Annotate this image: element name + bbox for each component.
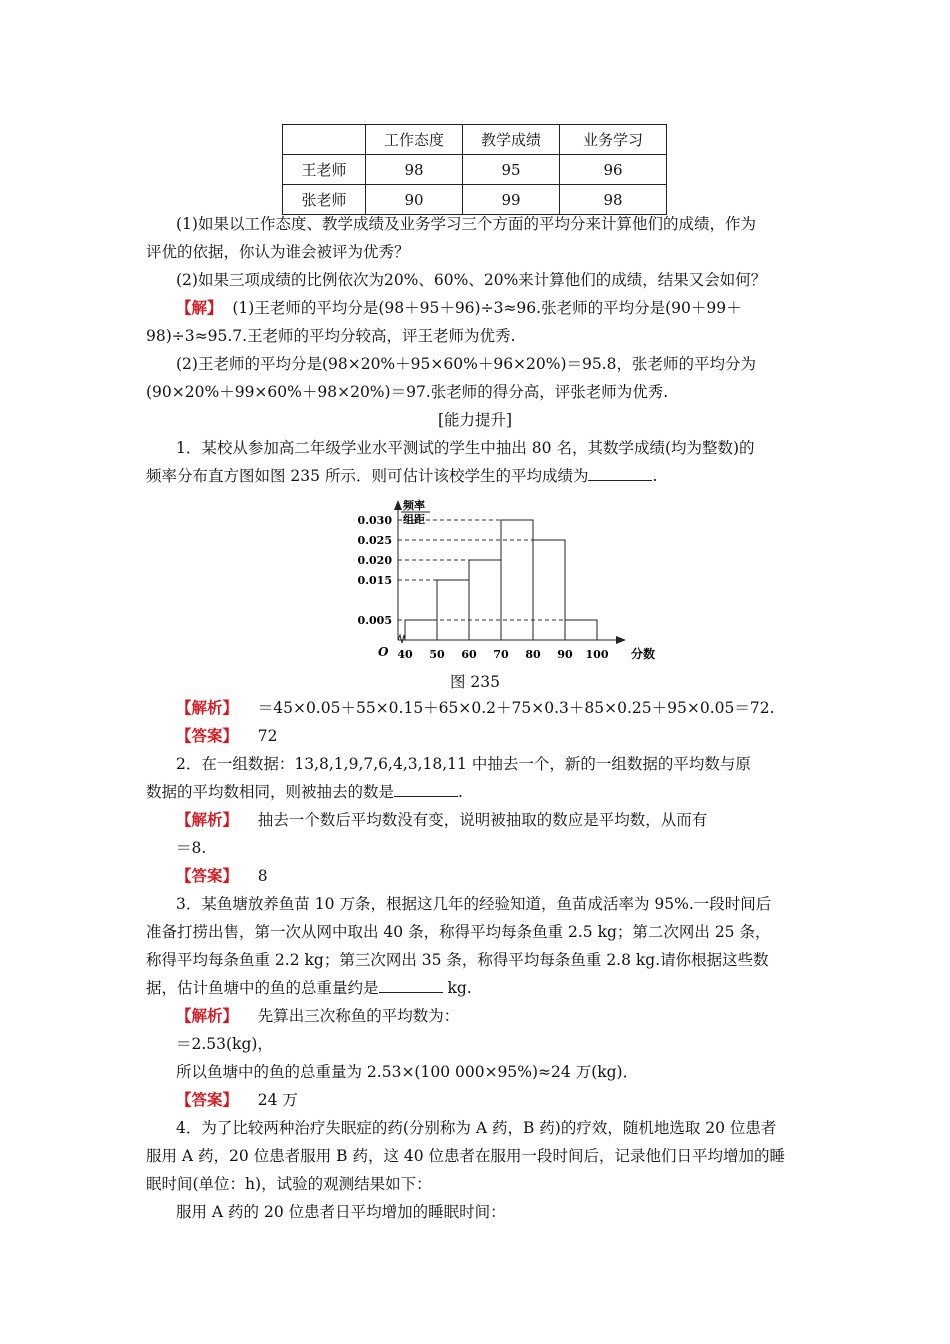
- y-tick-label: 0.015: [357, 574, 392, 587]
- x-tick-label: 60: [461, 648, 477, 661]
- problem-4-line-3: 眠时间(单位：h)，试验的观测结果如下：: [146, 1175, 432, 1193]
- table-row: [283, 155, 667, 185]
- table-header-row: [283, 125, 667, 155]
- problem-1-text: 频率分布直方图如图 235 所示．则可估计该校学生的平均成绩为: [146, 467, 589, 485]
- answer-blank: [588, 465, 652, 481]
- table-cell: 96: [560, 155, 667, 185]
- answer-label: 【答案】: [176, 866, 239, 885]
- answer-text: 8: [257, 867, 268, 885]
- x-tick-label: 40: [397, 648, 413, 661]
- solution-line-4: (90×20%＋99×60%＋98×20%)＝97.张老师的得分高，评张老师为优秀.: [146, 383, 669, 401]
- analysis-label: 【解析】: [176, 810, 239, 829]
- problem-1-analysis: [176, 697, 775, 719]
- axis-break: [398, 635, 405, 643]
- answer-text: 24 万: [257, 1091, 298, 1109]
- question-1-line-1: (1)如果以工作态度、教学成绩及业务学习三个方面的平均分来计算他们的成绩，作为: [176, 215, 756, 233]
- solution-text: (1)王老师的平均分是(98＋95＋96)÷3≈96.张老师的平均分是(90＋99＋: [232, 299, 742, 317]
- table-cell: 95: [463, 155, 560, 185]
- answer-blank: [394, 781, 458, 797]
- table-header-cell: 业务学习: [560, 125, 667, 155]
- histogram-bar: [437, 580, 469, 640]
- problem-3-analysis-2: ＝2.53(kg)，: [176, 1035, 273, 1053]
- problem-2-text: 数据的平均数相同，则被抽去的数是: [146, 783, 395, 801]
- problem-4-line-4: 服用 A 药的 20 位患者日平均增加的睡眠时间：: [176, 1203, 506, 1221]
- problem-4-line-2: 服用 A 药，20 位患者服用 B 药，这 40 位患者在服用一段时间后，记录他们日平均增加的睡: [146, 1147, 786, 1165]
- problem-2-line-1: 2．在一组数据：13,8,1,9,7,6,4,3,18,11 中抽去一个，新的一组数据的平均数与原: [176, 755, 751, 773]
- problem-2-analysis-2: ＝8.: [176, 839, 207, 857]
- problem-1-line-2: [146, 465, 657, 487]
- analysis-text: ＝45×0.05＋55×0.15＋65×0.2＋75×0.3＋85×0.25＋95×0.05＝72.: [257, 699, 775, 717]
- problem-1-line-1: 1．某校从参加高二年级学业水平测试的学生中抽出 80 名，其数学成绩(均为整数)的: [176, 439, 755, 457]
- table-cell: 99: [463, 185, 560, 215]
- x-axis-label: 分数: [631, 647, 656, 661]
- table-cell: 98: [366, 155, 463, 185]
- table-header-cell: 教学成绩: [463, 125, 560, 155]
- problem-3-line-1: 3．某鱼塘放养鱼苗 10 万条，根据这几年的经验知道，鱼苗成活率为 95%.一段时间后: [176, 895, 772, 913]
- y-axis-label-top: 频率: [403, 499, 425, 512]
- y-tick-label: 0.020: [357, 554, 392, 567]
- section-heading: [能力提升]: [437, 411, 513, 429]
- histogram-bar: [469, 560, 501, 640]
- problem-2-line-2: [146, 781, 463, 803]
- histogram-bar: [501, 520, 533, 640]
- question-2: (2)如果三项成绩的比例依次为20%、60%、20%来计算他们的成绩，结果又会如何？: [176, 271, 767, 289]
- y-tick-label: 0.005: [357, 614, 392, 627]
- analysis-label: 【解析】: [176, 698, 239, 717]
- analysis-text: 先算出三次称鱼的平均数为：: [257, 1007, 460, 1025]
- analysis-text: 抽去一个数后平均数没有变，说明被抽取的数应是平均数，从而有: [257, 811, 708, 829]
- answer-blank: [379, 977, 443, 993]
- y-axis-label-bottom: 组距: [403, 513, 425, 526]
- problem-3-line-4: [146, 977, 472, 999]
- x-tick-label: 90: [557, 648, 573, 661]
- histogram-bar: [405, 620, 437, 640]
- problem-4-line-1: 4．为了比较两种治疗失眠症的药(分别称为 A 药，B 药)的疗效，随机地选取 20 位患者: [176, 1119, 777, 1137]
- histogram-bar: [533, 540, 565, 640]
- problem-1-end: .: [652, 467, 658, 485]
- problem-3-line-3: 称得平均每条鱼重 2.2 kg；第三次网出 35 条，称得平均每条鱼重 2.8 kg.请你根据这些数: [146, 951, 769, 969]
- problem-1-answer: [176, 725, 277, 747]
- solution-line-2: 98)÷3≈95.7.王老师的平均分较高，评王老师为优秀.: [146, 327, 516, 345]
- problem-2-end: .: [458, 783, 463, 801]
- problem-3-text: 据，估计鱼塘中的鱼的总重量约是: [146, 979, 379, 997]
- problem-2-analysis: [176, 809, 707, 831]
- problem-3-analysis-3: 所以鱼塘中的鱼的总重量为 2.53×(100 000×95%)≈24 万(kg)．: [176, 1063, 639, 1081]
- table-cell: 90: [366, 185, 463, 215]
- table-row: [283, 185, 667, 215]
- analysis-label: 【解析】: [176, 1006, 239, 1025]
- histogram-bar: [565, 620, 597, 640]
- x-tick-label: 100: [585, 648, 609, 661]
- solution-line-3: (2)王老师的平均分是(98×20%＋95×60%＋96×20%)＝95.8，张老师的平均分为: [176, 355, 757, 373]
- figure-caption: 图 235: [449, 673, 500, 691]
- table-header-cell: [283, 125, 366, 155]
- y-tick-label: 0.030: [357, 514, 392, 527]
- score-table: [282, 124, 667, 215]
- histogram-chart: [0, 492, 950, 692]
- problem-3-analysis: [176, 1005, 459, 1027]
- problem-3-line-2: 准备打捞出售，第一次从网中取出 40 条，称得平均每条鱼重 2.5 kg；第二次网出 25 条，: [146, 923, 771, 941]
- table-cell: 王老师: [283, 155, 366, 185]
- x-tick-label: 70: [493, 648, 509, 661]
- answer-label: 【答案】: [176, 726, 239, 745]
- answer-text: 72: [257, 727, 278, 745]
- x-axis-arrow: [616, 636, 626, 644]
- solution-label: 【解】: [176, 298, 223, 317]
- table-cell: 张老师: [283, 185, 366, 215]
- y-tick-label: 0.025: [357, 534, 392, 547]
- table-cell: 98: [560, 185, 667, 215]
- x-tick-label: 50: [429, 648, 445, 661]
- problem-2-answer: [176, 865, 268, 887]
- x-tick-label: 80: [525, 648, 541, 661]
- problem-3-end: kg.: [442, 979, 472, 997]
- table-header-cell: 工作态度: [366, 125, 463, 155]
- question-1-line-2: 评优的依据，你认为谁会被评为优秀？: [146, 243, 410, 261]
- solution-line-1: [176, 297, 742, 319]
- problem-3-answer: [176, 1089, 298, 1111]
- y-axis-arrow: [394, 500, 402, 510]
- origin-label: O: [378, 645, 389, 659]
- answer-label: 【答案】: [176, 1090, 239, 1109]
